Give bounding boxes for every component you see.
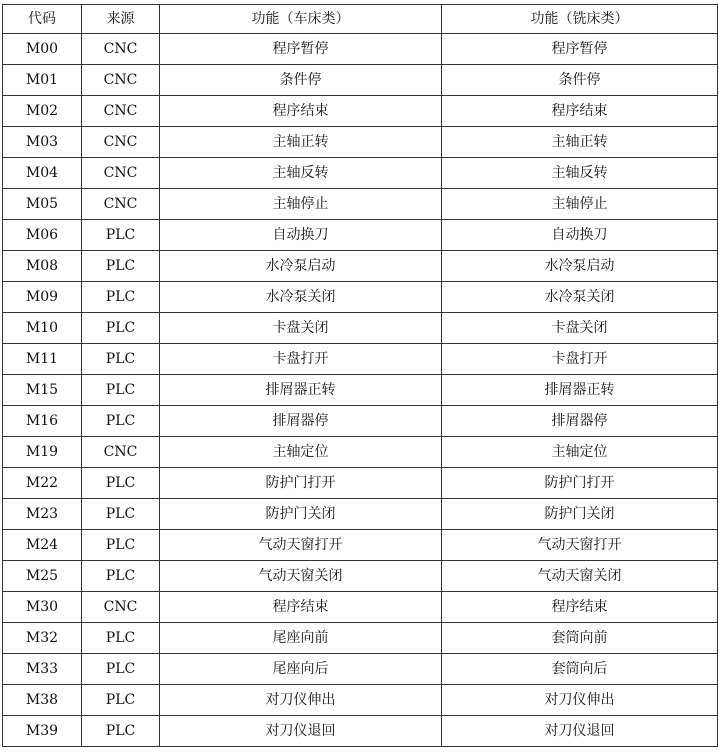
cell-code: M08 (3, 251, 82, 282)
cell-lathe-function: 尾座向前 (160, 623, 442, 654)
table-row (3, 158, 718, 189)
cell-lathe-function: 程序暂停 (160, 34, 442, 65)
cell-source: CNC (82, 65, 160, 96)
cell-lathe-function: 气动天窗关闭 (160, 561, 442, 592)
cell-lathe-function: 主轴停止 (160, 189, 442, 220)
cell-source: CNC (82, 158, 160, 189)
cell-source: PLC (82, 530, 160, 561)
table-row (3, 685, 718, 716)
table-row (3, 34, 718, 65)
cell-code: M24 (3, 530, 82, 561)
cell-mill-function: 防护门关闭 (442, 499, 718, 530)
cell-mill-function: 防护门打开 (442, 468, 718, 499)
cell-code: M38 (3, 685, 82, 716)
cell-source: PLC (82, 561, 160, 592)
cell-code: M15 (3, 375, 82, 406)
cell-code: M10 (3, 313, 82, 344)
table-row (3, 375, 718, 406)
table-row (3, 654, 718, 685)
header-mill-function: 功能（铣床类） (442, 5, 718, 34)
cell-source: PLC (82, 220, 160, 251)
cell-lathe-function: 防护门打开 (160, 468, 442, 499)
cell-source: PLC (82, 468, 160, 499)
cell-source: PLC (82, 375, 160, 406)
cell-source: CNC (82, 437, 160, 468)
cell-lathe-function: 排屑器停 (160, 406, 442, 437)
cell-lathe-function: 气动天窗打开 (160, 530, 442, 561)
cell-mill-function: 程序暂停 (442, 34, 718, 65)
cell-code: M16 (3, 406, 82, 437)
cell-lathe-function: 水冷泵关闭 (160, 282, 442, 313)
table-row (3, 65, 718, 96)
cell-code: M00 (3, 34, 82, 65)
cell-mill-function: 对刀仪伸出 (442, 685, 718, 716)
cell-lathe-function: 主轴正转 (160, 127, 442, 158)
table-row (3, 96, 718, 127)
cell-source: CNC (82, 592, 160, 623)
table-row (3, 313, 718, 344)
cell-mill-function: 排屑器停 (442, 406, 718, 437)
cell-source: CNC (82, 96, 160, 127)
cell-code: M23 (3, 499, 82, 530)
cell-mill-function: 排屑器正转 (442, 375, 718, 406)
cell-mill-function: 对刀仪退回 (442, 716, 718, 747)
cell-code: M11 (3, 344, 82, 375)
cell-mill-function: 水冷泵关闭 (442, 282, 718, 313)
cell-mill-function: 气动天窗关闭 (442, 561, 718, 592)
cell-lathe-function: 卡盘关闭 (160, 313, 442, 344)
table-row (3, 282, 718, 313)
cell-lathe-function: 程序结束 (160, 96, 442, 127)
cell-mill-function: 主轴停止 (442, 189, 718, 220)
cell-mill-function: 主轴正转 (442, 127, 718, 158)
cell-code: M30 (3, 592, 82, 623)
cell-mill-function: 程序结束 (442, 592, 718, 623)
cell-mill-function: 卡盘打开 (442, 344, 718, 375)
cell-code: M25 (3, 561, 82, 592)
cell-mill-function: 气动天窗打开 (442, 530, 718, 561)
cell-source: PLC (82, 251, 160, 282)
cell-source: PLC (82, 344, 160, 375)
cell-lathe-function: 卡盘打开 (160, 344, 442, 375)
cell-lathe-function: 水冷泵启动 (160, 251, 442, 282)
cell-code: M01 (3, 65, 82, 96)
table-header (3, 5, 718, 34)
table-row (3, 220, 718, 251)
table-row (3, 251, 718, 282)
cell-source: PLC (82, 313, 160, 344)
cell-code: M09 (3, 282, 82, 313)
table-row (3, 344, 718, 375)
header-row (3, 5, 718, 34)
cell-mill-function: 主轴反转 (442, 158, 718, 189)
cell-lathe-function: 防护门关闭 (160, 499, 442, 530)
cell-source: PLC (82, 282, 160, 313)
cell-source: CNC (82, 127, 160, 158)
cell-mill-function: 套筒向后 (442, 654, 718, 685)
cell-mill-function: 自动换刀 (442, 220, 718, 251)
cell-source: PLC (82, 685, 160, 716)
header-code: 代码 (3, 5, 82, 34)
cell-source: PLC (82, 654, 160, 685)
cell-source: PLC (82, 499, 160, 530)
table-row (3, 592, 718, 623)
header-lathe-function: 功能（车床类） (160, 5, 442, 34)
cell-code: M03 (3, 127, 82, 158)
cell-lathe-function: 主轴定位 (160, 437, 442, 468)
m-code-table (2, 4, 718, 747)
cell-lathe-function: 对刀仪伸出 (160, 685, 442, 716)
cell-lathe-function: 条件停 (160, 65, 442, 96)
cell-source: PLC (82, 406, 160, 437)
table-row (3, 127, 718, 158)
table-row (3, 468, 718, 499)
cell-source: CNC (82, 34, 160, 65)
cell-mill-function: 水冷泵启动 (442, 251, 718, 282)
cell-lathe-function: 尾座向后 (160, 654, 442, 685)
cell-lathe-function: 对刀仪退回 (160, 716, 442, 747)
cell-code: M22 (3, 468, 82, 499)
cell-code: M06 (3, 220, 82, 251)
table-row (3, 530, 718, 561)
cell-mill-function: 卡盘关闭 (442, 313, 718, 344)
cell-source: PLC (82, 716, 160, 747)
table-row (3, 561, 718, 592)
cell-lathe-function: 排屑器正转 (160, 375, 442, 406)
table-row (3, 499, 718, 530)
table-row (3, 623, 718, 654)
cell-lathe-function: 自动换刀 (160, 220, 442, 251)
header-source: 来源 (82, 5, 160, 34)
cell-code: M32 (3, 623, 82, 654)
cell-mill-function: 程序结束 (442, 96, 718, 127)
table-row (3, 406, 718, 437)
cell-mill-function: 套筒向前 (442, 623, 718, 654)
cell-code: M19 (3, 437, 82, 468)
cell-source: PLC (82, 623, 160, 654)
cell-mill-function: 主轴定位 (442, 437, 718, 468)
cell-lathe-function: 程序结束 (160, 592, 442, 623)
cell-mill-function: 条件停 (442, 65, 718, 96)
table-row (3, 437, 718, 468)
table-row (3, 716, 718, 747)
table-row (3, 189, 718, 220)
cell-code: M33 (3, 654, 82, 685)
table-body (3, 34, 718, 747)
cell-code: M02 (3, 96, 82, 127)
cell-code: M04 (3, 158, 82, 189)
cell-code: M05 (3, 189, 82, 220)
cell-lathe-function: 主轴反转 (160, 158, 442, 189)
cell-source: CNC (82, 189, 160, 220)
cell-code: M39 (3, 716, 82, 747)
